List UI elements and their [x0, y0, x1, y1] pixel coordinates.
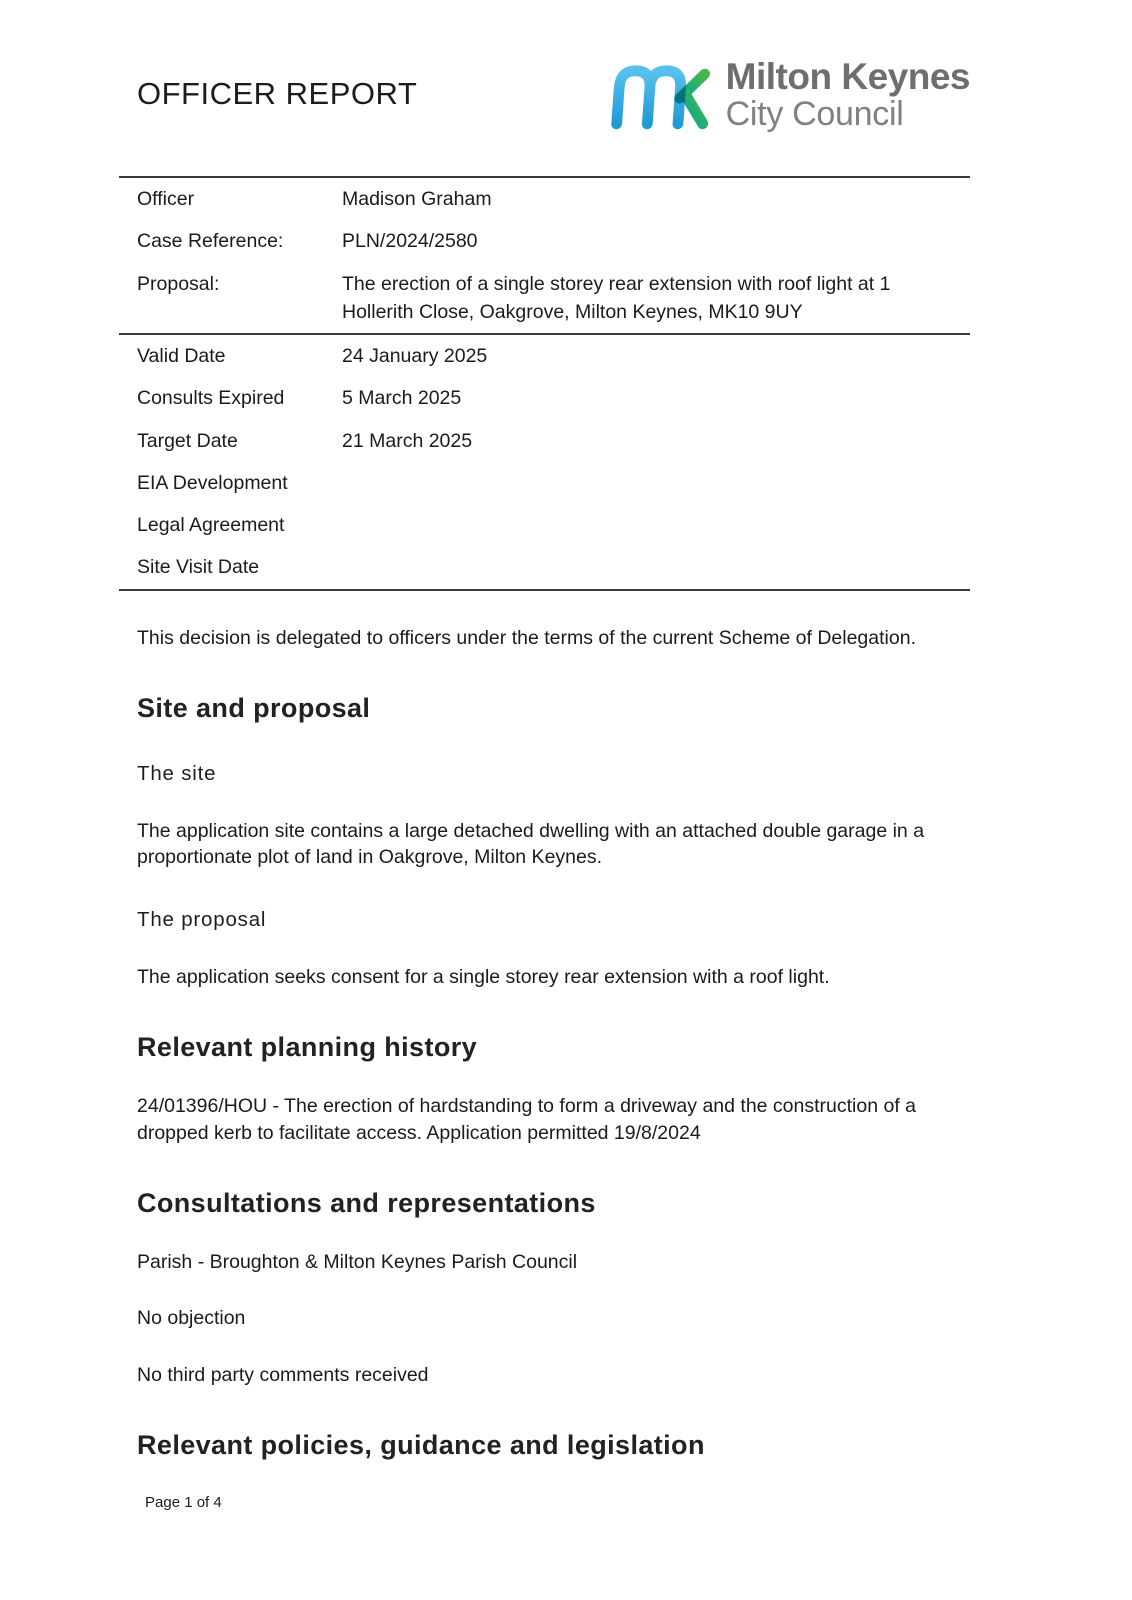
subheading-the-site: The site [137, 762, 217, 786]
subheading-the-proposal: The proposal [137, 908, 267, 932]
field-label: Consults Expired [137, 387, 285, 410]
table-row-officer [119, 178, 970, 220]
field-value [342, 511, 970, 539]
case-details-table [119, 176, 970, 591]
field-value [342, 553, 970, 581]
field-label: Target Date [137, 429, 238, 452]
field-value: PLN/2024/2580 [342, 230, 478, 253]
table-row-case-reference [119, 220, 970, 262]
mk-monogram-icon [605, 56, 716, 132]
the-site-paragraph: The application site contains a large detached dwelling with an attached double garage in a proportionate plot of land in Oakgrove, Milton Keynes. [137, 819, 925, 868]
council-subtitle: City Council [725, 94, 904, 133]
field-value: 5 March 2025 [342, 387, 462, 410]
field-label: Legal Agreement [137, 514, 285, 537]
field-value: 21 March 2025 [342, 429, 473, 452]
page-title: OFFICER REPORT [137, 76, 418, 111]
council-name: Milton Keynes [725, 55, 970, 97]
heading-site-and-proposal: Site and proposal [137, 692, 371, 723]
report-header [137, 50, 970, 138]
table-row-valid-date [119, 335, 970, 377]
third-party-paragraph: No third party comments received [137, 1363, 429, 1386]
table-row-legal-agreement [119, 504, 970, 546]
table-row-target-date [119, 420, 970, 462]
field-label: Proposal: [137, 272, 220, 295]
page-number: Page 1 of 4 [145, 1494, 222, 1511]
planning-history-paragraph: 24/01396/HOU - The erection of hardstanding to form a driveway and the construction of a dropped kerb to facilitate access. Application permitted 19/8/2024 [137, 1095, 917, 1144]
case-summary-block [119, 176, 970, 333]
council-logo [608, 56, 970, 132]
field-value: 24 January 2025 [342, 345, 488, 368]
the-proposal-paragraph: The application seeks consent for a single storey rear extension with a roof light. [137, 965, 830, 988]
parish-paragraph: Parish - Broughton & Milton Keynes Parish Council [137, 1251, 578, 1274]
field-label: Case Reference: [137, 230, 284, 253]
field-value [342, 469, 970, 497]
table-row-consults-expired [119, 377, 970, 419]
table-row-eia-development [119, 462, 970, 504]
heading-consultations: Consultations and representations [137, 1187, 596, 1218]
field-label: EIA Development [137, 471, 288, 494]
table-row-site-visit-date [119, 546, 970, 588]
heading-policies: Relevant policies, guidance and legislation [137, 1429, 705, 1460]
table-row-proposal [119, 263, 970, 334]
report-body [137, 625, 957, 1461]
case-dates-block [119, 333, 970, 589]
field-value: Madison Graham [342, 188, 492, 210]
field-value: The erection of a single storey rear extension with roof light at 1 Hollerith Close, Oakgrove, Milton Keynes, MK10 9UY [342, 272, 891, 323]
heading-planning-history: Relevant planning history [137, 1032, 478, 1063]
field-label: Site Visit Date [137, 556, 260, 579]
council-logo-text [725, 55, 970, 133]
field-label: Valid Date [137, 345, 226, 368]
field-label: Officer [137, 188, 195, 210]
delegation-note: This decision is delegated to officers under the terms of the current Scheme of Delegation. [137, 626, 916, 649]
objection-paragraph: No objection [137, 1307, 246, 1330]
